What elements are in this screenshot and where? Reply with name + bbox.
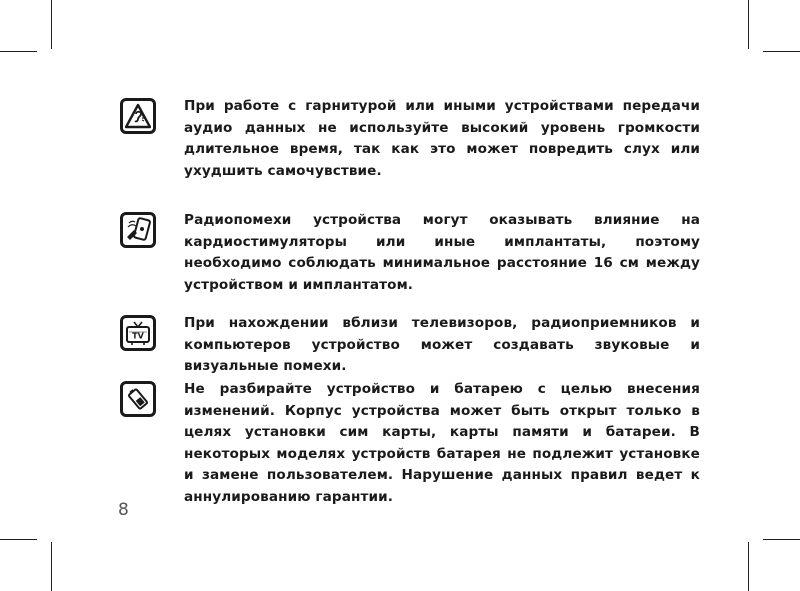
crop-mark xyxy=(763,539,800,540)
section-text: Радиопомехи устройства могут оказывать влияние на кардиостимуляторы или иные имплантаты, поэтому необходимо соблюдать минимальное расстояние 16 см между устройством и имплантатом. xyxy=(184,212,700,293)
warning-tv-interference xyxy=(120,313,700,378)
crop-mark xyxy=(748,0,749,49)
section-text: При работе с гарнитурой или иными устройствами передачи аудио данных не используйте высокий уровень громкости длительное время, так как это может повредить слух или ухудшить самочувствие. xyxy=(184,98,700,179)
crop-mark xyxy=(0,51,37,52)
crop-mark xyxy=(763,51,800,52)
warning-pacemaker xyxy=(120,210,700,296)
crop-mark xyxy=(51,542,52,591)
pacemaker-warning-icon xyxy=(120,212,156,248)
warning-battery xyxy=(120,379,700,509)
tv-icon-label: TV xyxy=(132,331,144,341)
crop-mark xyxy=(0,539,37,540)
section-text: Не разбирайте устройство и батарею с целью внесения изменений. Корпус устройства может быть открыт только в целях установки сим карты, карты памяти и батареи. В некоторых моделях устройств батарея не подлежит установке и замене пользователем. Нарушение данных правил ведет к аннулированию гарантии. xyxy=(184,381,700,505)
battery-icon xyxy=(120,381,156,417)
crop-mark xyxy=(748,542,749,591)
crop-mark xyxy=(51,0,52,49)
warning-hearing xyxy=(120,96,700,182)
tv-interference-icon xyxy=(120,315,156,351)
page-number: 8 xyxy=(118,500,129,520)
hearing-warning-icon xyxy=(120,98,156,134)
section-text: При нахождении вблизи телевизоров, радиоприемников и компьютеров устройство может создавать звуковые и визуальные помехи. xyxy=(184,315,700,375)
